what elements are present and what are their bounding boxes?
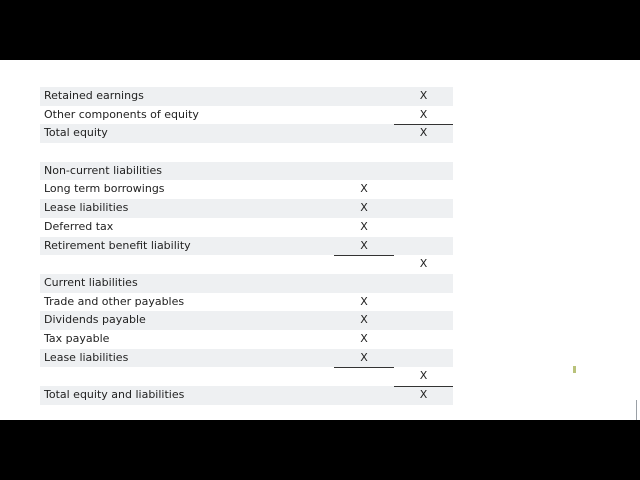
table-row [40,106,453,125]
subtotal-column-value: X [360,294,368,308]
table-row [40,143,453,162]
subtotal-rule [394,124,453,125]
row-label: Deferred tax [44,219,114,233]
table-row [40,218,453,237]
total-column-value: X [419,107,428,121]
table-row [40,124,453,143]
row-label: Long term borrowings [44,182,165,196]
subtotal-rule [334,367,394,368]
subtotal-column-value: X [360,331,368,345]
row-label: Non-current liabilities [44,163,162,177]
subtotal-column-value: X [360,350,368,364]
subtotal-rule [394,386,453,387]
subtotal-column-value: X [360,313,368,327]
table-row [40,367,453,386]
total-column-value: X [419,388,428,401]
row-label: Trade and other payables [44,294,185,308]
table-row [40,255,453,274]
table-row [40,330,453,349]
table-row [40,199,453,218]
balance-sheet-table [40,87,453,405]
table-row [40,386,453,405]
row-label: Current liabilities [44,275,138,289]
table-row [40,274,453,293]
window-edge [636,400,640,420]
subtotal-column-value: X [360,238,368,252]
subtotal-column-value: X [360,182,368,196]
table-row [40,162,453,181]
row-label: Total equity [44,126,108,140]
table-row [40,180,453,199]
table-row [40,349,453,368]
table-row [40,237,453,256]
row-label: Other components of equity [44,107,199,121]
total-column-value: X [419,257,428,271]
slide [0,60,640,420]
slide-marker [573,366,576,373]
table-row [40,87,453,106]
subtotal-rule [334,255,394,256]
table-row [40,293,453,312]
row-label: Retirement benefit liability [44,238,191,252]
row-label: Retained earnings [44,89,144,102]
total-column-value: X [419,126,428,140]
row-label: Lease liabilities [44,201,129,215]
row-label: Lease liabilities [44,350,129,364]
row-label: Total equity and liabilities [44,388,185,401]
subtotal-column-value: X [360,201,368,215]
subtotal-column-value: X [360,219,368,233]
total-column-value: X [419,369,428,383]
total-column-value: X [419,89,428,102]
row-label: Tax payable [44,331,110,345]
row-label: Dividends payable [44,313,146,327]
table-row [40,311,453,330]
